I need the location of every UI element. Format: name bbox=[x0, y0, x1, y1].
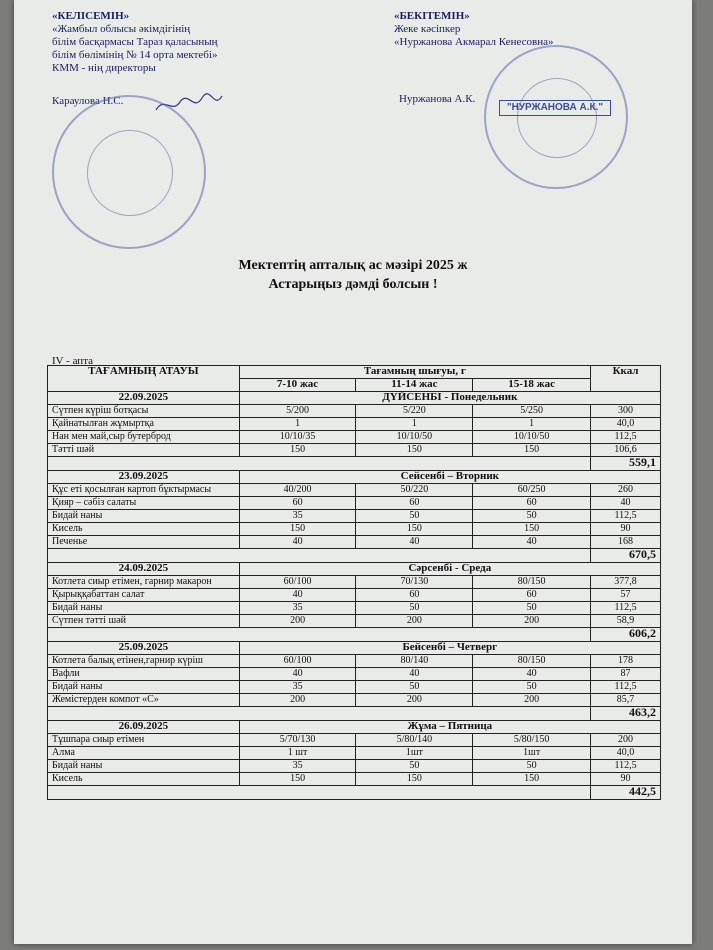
day-date: 24.09.2025 bbox=[48, 563, 240, 576]
dish-kcal: 112,5 bbox=[591, 760, 661, 773]
dish-kcal: 106,6 bbox=[591, 444, 661, 457]
dish-kcal: 200 bbox=[591, 734, 661, 747]
agreed-title: «КЕЛІСЕМІН» bbox=[52, 10, 130, 22]
yield-15-18: 5/250 bbox=[473, 405, 591, 418]
dish-kcal: 112,5 bbox=[591, 602, 661, 615]
yield-7-10: 5/200 bbox=[239, 405, 356, 418]
table-row bbox=[48, 484, 661, 497]
dish-kcal: 57 bbox=[591, 589, 661, 602]
dish-kcal: 260 bbox=[591, 484, 661, 497]
dish-kcal: 112,5 bbox=[591, 681, 661, 694]
day-name: ДҮЙСЕНБІ - Понедельник bbox=[239, 392, 660, 405]
title-line-2: Астарыңыз дәмді болсын ! bbox=[268, 277, 438, 292]
yield-11-14: 200 bbox=[356, 694, 473, 707]
yield-7-10: 150 bbox=[239, 444, 356, 457]
approved-signer: Нуржанова А.К. bbox=[399, 93, 476, 105]
dish-kcal: 58,9 bbox=[591, 615, 661, 628]
dish-name: Котлета балық етінен,гарнир күріш bbox=[48, 655, 240, 668]
yield-7-10: 35 bbox=[239, 760, 356, 773]
day-total-kcal: 670,5 bbox=[591, 549, 661, 563]
table-row bbox=[48, 589, 661, 602]
table-row bbox=[48, 405, 661, 418]
dish-name: Котлета сиыр етімен, гарнир макарон bbox=[48, 576, 240, 589]
yield-7-10: 60/100 bbox=[239, 655, 356, 668]
agreed-line: «Жамбыл облысы әкімдігінің bbox=[52, 23, 191, 35]
dish-name: Сүтпен күріш ботқасы bbox=[48, 405, 240, 418]
day-date: 25.09.2025 bbox=[48, 642, 240, 655]
yield-15-18: 40 bbox=[473, 668, 591, 681]
yield-11-14: 1 bbox=[356, 418, 473, 431]
header-age-7-10: 7-10 жас bbox=[239, 379, 356, 392]
yield-15-18: 50 bbox=[473, 681, 591, 694]
dish-kcal: 112,5 bbox=[591, 510, 661, 523]
menu-table bbox=[47, 365, 661, 800]
yield-11-14: 40 bbox=[356, 668, 473, 681]
document-title bbox=[14, 256, 692, 294]
yield-7-10: 1 bbox=[239, 418, 356, 431]
dish-name: Тәтті шәй bbox=[48, 444, 240, 457]
yield-7-10: 150 bbox=[239, 773, 356, 786]
yield-11-14: 70/130 bbox=[356, 576, 473, 589]
yield-11-14: 80/140 bbox=[356, 655, 473, 668]
dish-kcal: 90 bbox=[591, 523, 661, 536]
agreed-signer: Караулова Н.С. bbox=[52, 95, 124, 107]
day-total-row bbox=[48, 549, 661, 563]
yield-11-14: 50 bbox=[356, 510, 473, 523]
dish-kcal: 178 bbox=[591, 655, 661, 668]
yield-15-18: 60/250 bbox=[473, 484, 591, 497]
dish-name: Қайнатылған жұмыртқа bbox=[48, 418, 240, 431]
day-total-kcal: 442,5 bbox=[591, 786, 661, 800]
total-spacer bbox=[48, 457, 591, 471]
day-date: 26.09.2025 bbox=[48, 721, 240, 734]
yield-11-14: 150 bbox=[356, 523, 473, 536]
yield-11-14: 60 bbox=[356, 497, 473, 510]
day-header-row bbox=[48, 563, 661, 576]
yield-11-14: 60 bbox=[356, 589, 473, 602]
day-total-row bbox=[48, 786, 661, 800]
approval-block-right bbox=[394, 10, 654, 49]
yield-15-18: 50 bbox=[473, 602, 591, 615]
yield-15-18: 60 bbox=[473, 497, 591, 510]
dish-name: Бидай наны bbox=[48, 510, 240, 523]
dish-name: Тұшпара сиыр етімен bbox=[48, 734, 240, 747]
yield-7-10: 200 bbox=[239, 694, 356, 707]
yield-11-14: 50/220 bbox=[356, 484, 473, 497]
dish-name: Нан мен май,сыр бутерброд bbox=[48, 431, 240, 444]
table-row bbox=[48, 734, 661, 747]
dish-kcal: 87 bbox=[591, 668, 661, 681]
table-row bbox=[48, 418, 661, 431]
yield-11-14: 5/80/140 bbox=[356, 734, 473, 747]
header-age-11-14: 11-14 жас bbox=[356, 379, 473, 392]
table-row bbox=[48, 681, 661, 694]
dish-name: Сүтпен тәтті шәй bbox=[48, 615, 240, 628]
dish-name: Қияр – сәбіз салаты bbox=[48, 497, 240, 510]
day-date: 22.09.2025 bbox=[48, 392, 240, 405]
stamp-name-box: "НУРЖАНОВА А.К." bbox=[499, 100, 611, 116]
yield-15-18: 60 bbox=[473, 589, 591, 602]
dish-name: Кисель bbox=[48, 773, 240, 786]
yield-15-18: 1 bbox=[473, 418, 591, 431]
seal-stamp-right bbox=[484, 45, 628, 189]
yield-7-10: 35 bbox=[239, 510, 356, 523]
dish-name: Печенье bbox=[48, 536, 240, 549]
header-dish-name: ТАҒАМНЫҢ АТАУЫ bbox=[48, 366, 240, 392]
yield-11-14: 10/10/50 bbox=[356, 431, 473, 444]
dish-kcal: 40 bbox=[591, 497, 661, 510]
agreed-line: білім басқармасы Тараз қаласының bbox=[52, 36, 218, 48]
table-row bbox=[48, 694, 661, 707]
approved-line: «Нуржанова Акмарал Кенесовна» bbox=[394, 36, 554, 48]
yield-15-18: 1шт bbox=[473, 747, 591, 760]
yield-7-10: 60/100 bbox=[239, 576, 356, 589]
yield-15-18: 200 bbox=[473, 615, 591, 628]
table-row bbox=[48, 747, 661, 760]
dish-name: Жемістерден компот «С» bbox=[48, 694, 240, 707]
yield-15-18: 200 bbox=[473, 694, 591, 707]
yield-11-14: 5/220 bbox=[356, 405, 473, 418]
yield-7-10: 40 bbox=[239, 536, 356, 549]
table-row bbox=[48, 615, 661, 628]
total-spacer bbox=[48, 549, 591, 563]
day-header-row bbox=[48, 642, 661, 655]
menu-table-body bbox=[48, 392, 661, 800]
day-name: Сәрсенбі - Среда bbox=[239, 563, 660, 576]
day-total-row bbox=[48, 707, 661, 721]
yield-11-14: 50 bbox=[356, 602, 473, 615]
dish-name: Бидай наны bbox=[48, 602, 240, 615]
dish-name: Кисель bbox=[48, 523, 240, 536]
dish-kcal: 168 bbox=[591, 536, 661, 549]
document-page bbox=[14, 0, 692, 944]
total-spacer bbox=[48, 628, 591, 642]
table-row bbox=[48, 576, 661, 589]
table-row bbox=[48, 510, 661, 523]
day-total-kcal: 463,2 bbox=[591, 707, 661, 721]
table-row bbox=[48, 760, 661, 773]
yield-15-18: 150 bbox=[473, 773, 591, 786]
day-header-row bbox=[48, 392, 661, 405]
yield-7-10: 60 bbox=[239, 497, 356, 510]
yield-11-14: 1шт bbox=[356, 747, 473, 760]
day-header-row bbox=[48, 721, 661, 734]
yield-11-14: 150 bbox=[356, 773, 473, 786]
yield-7-10: 35 bbox=[239, 602, 356, 615]
table-row bbox=[48, 431, 661, 444]
day-date: 23.09.2025 bbox=[48, 471, 240, 484]
dish-name: Қырыққабаттан салат bbox=[48, 589, 240, 602]
table-row bbox=[48, 444, 661, 457]
dish-kcal: 40,0 bbox=[591, 747, 661, 760]
yield-11-14: 150 bbox=[356, 444, 473, 457]
yield-15-18: 40 bbox=[473, 536, 591, 549]
yield-15-18: 150 bbox=[473, 444, 591, 457]
table-row bbox=[48, 602, 661, 615]
agreed-line: КММ - нің директоры bbox=[52, 62, 156, 74]
dish-name: Бидай наны bbox=[48, 760, 240, 773]
agreed-line: білім бөлімінің № 14 орта мектебі» bbox=[52, 49, 218, 61]
table-row bbox=[48, 497, 661, 510]
header-yield: Тағамның шығуы, г bbox=[239, 366, 590, 379]
header-kcal: Ккал bbox=[591, 366, 661, 392]
day-total-kcal: 606,2 bbox=[591, 628, 661, 642]
yield-11-14: 40 bbox=[356, 536, 473, 549]
dish-name: Құс еті қосылған картоп бұктырмасы bbox=[48, 484, 240, 497]
yield-7-10: 40/200 bbox=[239, 484, 356, 497]
yield-7-10: 35 bbox=[239, 681, 356, 694]
approved-line: Жеке кәсіпкер bbox=[394, 23, 461, 35]
dish-kcal: 112,5 bbox=[591, 431, 661, 444]
yield-7-10: 5/70/130 bbox=[239, 734, 356, 747]
total-spacer bbox=[48, 707, 591, 721]
table-row bbox=[48, 668, 661, 681]
dish-name: Алма bbox=[48, 747, 240, 760]
dish-kcal: 85,7 bbox=[591, 694, 661, 707]
yield-11-14: 50 bbox=[356, 760, 473, 773]
approved-title: «БЕКІТЕМІН» bbox=[394, 10, 470, 22]
yield-11-14: 50 bbox=[356, 681, 473, 694]
yield-15-18: 50 bbox=[473, 760, 591, 773]
table-row bbox=[48, 773, 661, 786]
day-name: Сейсенбі – Вторник bbox=[239, 471, 660, 484]
day-total-kcal: 559,1 bbox=[591, 457, 661, 471]
seal-stamp-left bbox=[52, 95, 206, 249]
dish-kcal: 90 bbox=[591, 773, 661, 786]
dish-name: Вафли bbox=[48, 668, 240, 681]
yield-11-14: 200 bbox=[356, 615, 473, 628]
title-line-1: Мектептің апталық ас мәзірі 2025 ж bbox=[238, 258, 468, 273]
yield-7-10: 10/10/35 bbox=[239, 431, 356, 444]
day-name: Бейсенбі – Четверг bbox=[239, 642, 660, 655]
total-spacer bbox=[48, 786, 591, 800]
header-age-15-18: 15-18 жас bbox=[473, 379, 591, 392]
dish-kcal: 377,8 bbox=[591, 576, 661, 589]
dish-kcal: 300 bbox=[591, 405, 661, 418]
table-row bbox=[48, 655, 661, 668]
day-total-row bbox=[48, 628, 661, 642]
day-name: Жұма – Пятница bbox=[239, 721, 660, 734]
dish-name: Бидай наны bbox=[48, 681, 240, 694]
yield-15-18: 150 bbox=[473, 523, 591, 536]
week-label: IV - апта bbox=[52, 355, 94, 367]
yield-15-18: 50 bbox=[473, 510, 591, 523]
day-header-row bbox=[48, 471, 661, 484]
table-row bbox=[48, 523, 661, 536]
yield-7-10: 40 bbox=[239, 589, 356, 602]
yield-7-10: 200 bbox=[239, 615, 356, 628]
dish-kcal: 40,0 bbox=[591, 418, 661, 431]
yield-15-18: 5/80/150 bbox=[473, 734, 591, 747]
day-total-row bbox=[48, 457, 661, 471]
table-row bbox=[48, 536, 661, 549]
yield-15-18: 80/150 bbox=[473, 655, 591, 668]
yield-7-10: 150 bbox=[239, 523, 356, 536]
yield-15-18: 10/10/50 bbox=[473, 431, 591, 444]
yield-7-10: 40 bbox=[239, 668, 356, 681]
yield-15-18: 80/150 bbox=[473, 576, 591, 589]
yield-7-10: 1 шт bbox=[239, 747, 356, 760]
